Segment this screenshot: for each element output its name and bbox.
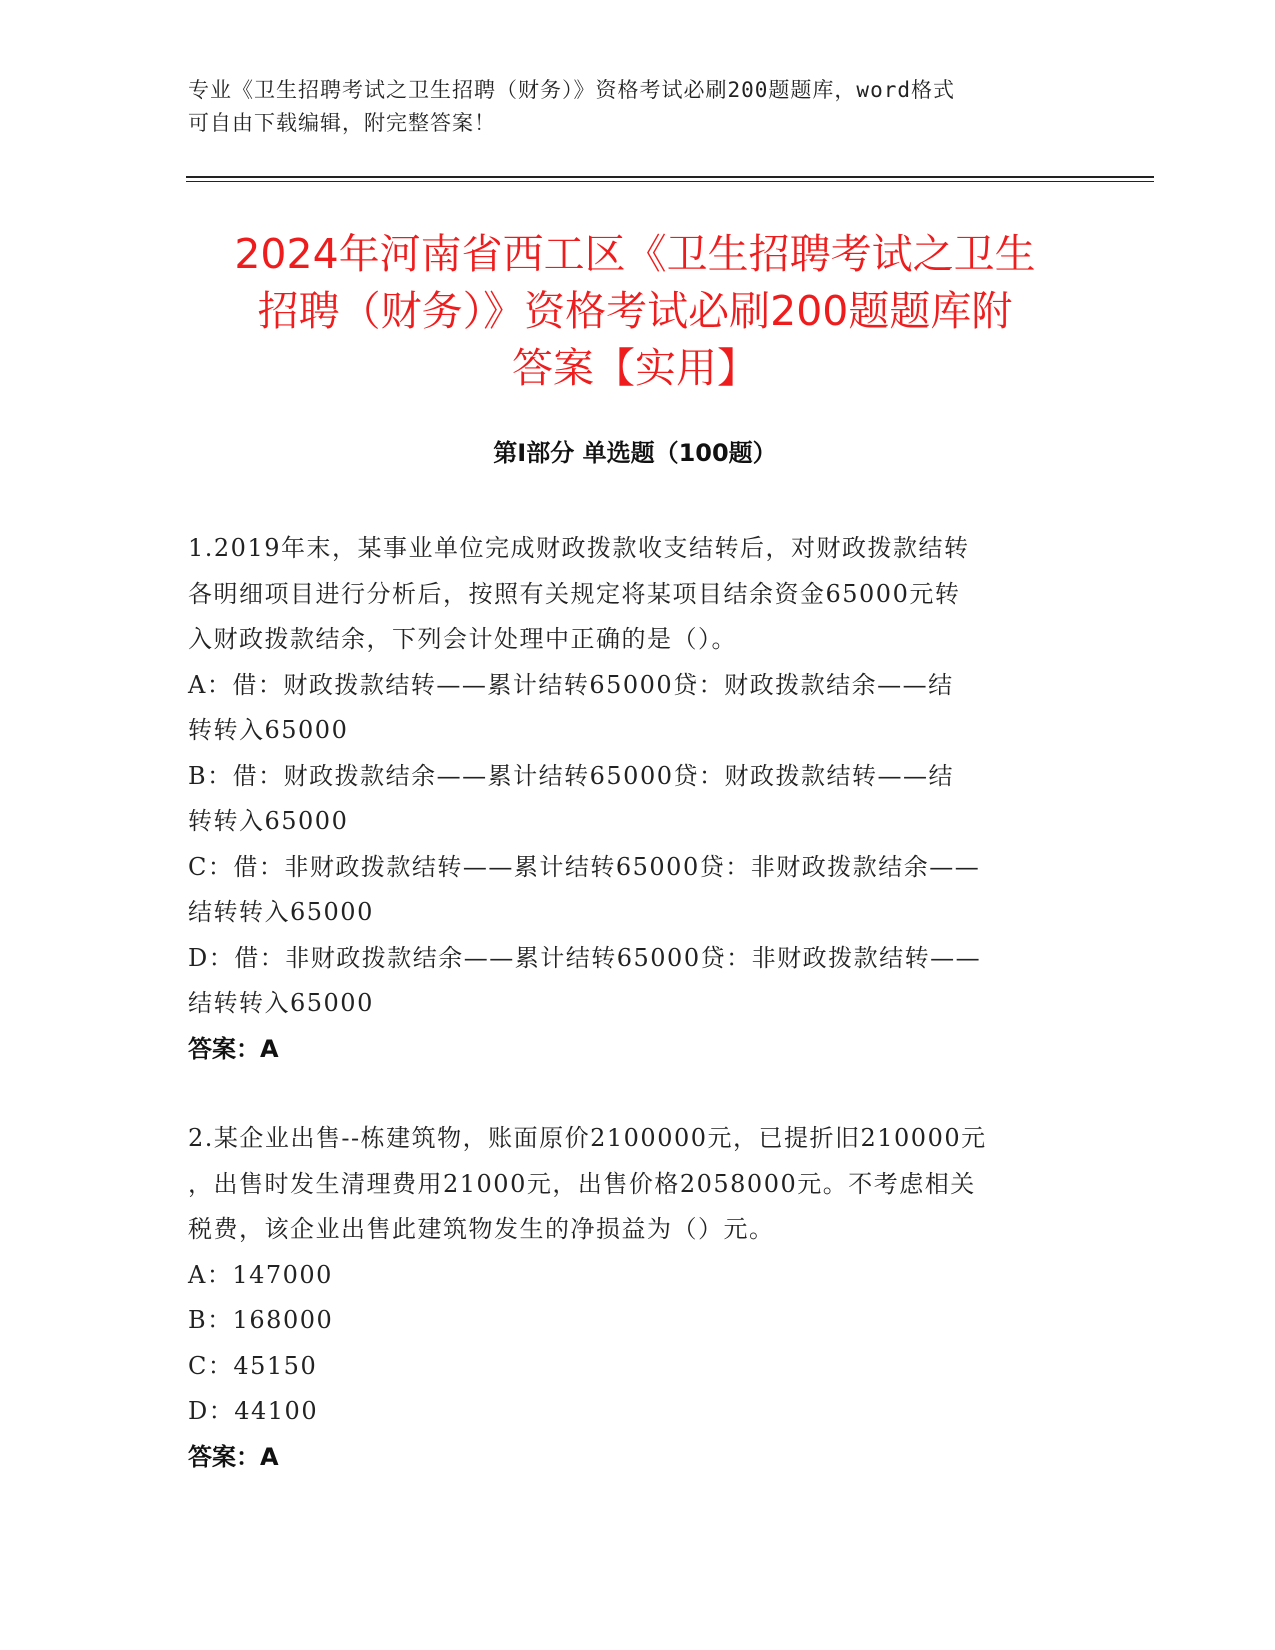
header-note-line: 专业《卫生招聘考试之卫生招聘（财务）》资格考试必刷200题题库，word格式: [188, 78, 955, 102]
option-a-line: 转转入65000: [188, 716, 349, 744]
header-note-line: 可自由下载编辑，附完整答案！: [188, 111, 496, 135]
title-line: 招聘（财务）》资格考试必刷200题题库附: [257, 287, 1013, 335]
option-a-line: A：借：财政拨款结转——累计结转65000贷：财政拨款结余——结: [188, 670, 954, 699]
question-1: [188, 526, 1078, 1072]
option-a: A：147000: [188, 1260, 333, 1289]
option-c: C：45150: [188, 1351, 318, 1380]
title-line: 2024年河南省西工区《卫生招聘考试之卫生: [234, 230, 1036, 278]
header-divider-thin: [186, 181, 1154, 182]
header-divider: [186, 176, 1154, 178]
document-title: [180, 226, 1090, 397]
title-line: 答案【实用】: [512, 344, 758, 392]
question-stem-line: ，出售时发生清理费用21000元，出售价格2058000元。不考虑相关: [188, 1169, 976, 1198]
option-b-line: B：借：财政拨款结余——累计结转65000贷：财政拨款结转——结: [188, 761, 954, 790]
answer-label: 答案：A: [188, 1442, 279, 1471]
header-note: [188, 74, 1078, 140]
option-b: B：168000: [188, 1306, 334, 1334]
question-stem-line: 入财政拨款结余，下列会计处理中正确的是（）。: [188, 625, 737, 653]
option-d-line: D：借：非财政拨款结余——累计结转65000贷：非财政拨款结转——: [188, 943, 982, 972]
question-stem-line: 2.某企业出售--栋建筑物，账面原价2100000元，已提折旧210000元: [188, 1124, 987, 1152]
answer-label: 答案：A: [188, 1034, 279, 1063]
question-stem-line: 1.2019年末，某事业单位完成财政拨款收支结转后，对财政拨款结转: [188, 534, 970, 562]
option-c-line: C：借：非财政拨款结转——累计结转65000贷：非财政拨款结余——: [188, 852, 981, 881]
question-stem-line: 各明细项目进行分析后，按照有关规定将某项目结余资金65000元转: [188, 579, 961, 608]
option-d-line: 结转转入65000: [188, 989, 374, 1017]
option-b-line: 转转入65000: [188, 807, 349, 835]
option-d: D：44100: [188, 1397, 319, 1425]
question-stem-line: 税费，该企业出售此建筑物发生的净损益为（）元。: [188, 1215, 775, 1243]
section-heading: 第Ⅰ部分 单选题（100题）: [493, 439, 777, 467]
option-c-line: 结转转入65000: [188, 898, 374, 926]
question-2: [188, 1116, 1078, 1480]
